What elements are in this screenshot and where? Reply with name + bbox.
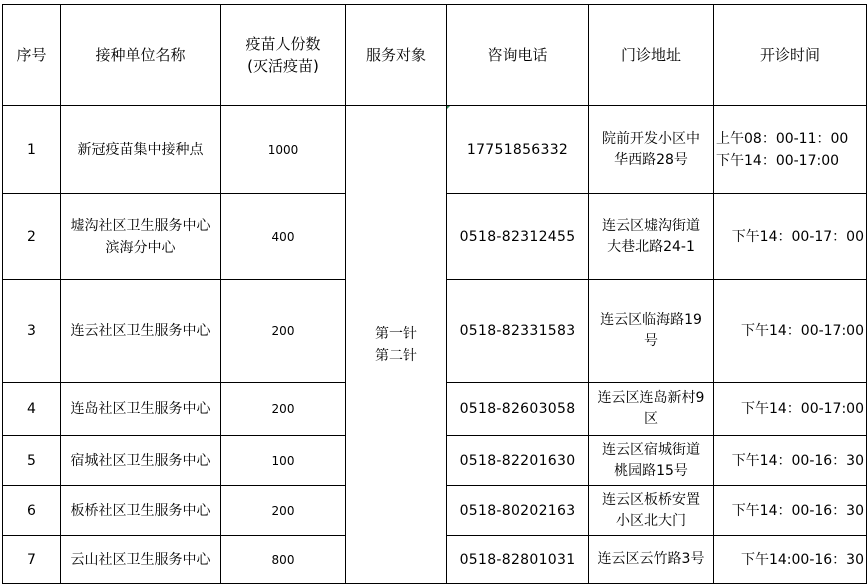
header-target: 服务对象 bbox=[346, 5, 447, 106]
cell-seq: 7 bbox=[3, 536, 61, 584]
cell-address bbox=[589, 106, 714, 194]
address-line2: 区 bbox=[644, 411, 658, 427]
cell-phone: 0518-82312455 bbox=[447, 194, 589, 280]
cell-phone bbox=[447, 106, 589, 194]
address-line2: 桃园路15号 bbox=[614, 462, 688, 479]
address-line2: 小区北大门 bbox=[616, 512, 686, 529]
cell-seq: 1 bbox=[3, 106, 61, 194]
address-line1: 连云区墟沟街道 bbox=[602, 217, 700, 234]
cell-unit-name: 连岛社区卫生服务中心 bbox=[61, 383, 221, 436]
phone-text: 17751856332 bbox=[466, 141, 569, 158]
address-line1: 连云区连岛新村9 bbox=[597, 390, 705, 406]
cell-address bbox=[589, 383, 714, 436]
cell-seq: 4 bbox=[3, 383, 61, 436]
cell-doses: 100 bbox=[221, 436, 346, 486]
cell-target-merged bbox=[346, 106, 447, 584]
cell-hours: 下午14:00-16：30 bbox=[714, 536, 867, 584]
cell-unit-name: 连云社区卫生服务中心 bbox=[61, 280, 221, 383]
cell-hours: 下午14：00-17:00 bbox=[714, 280, 867, 383]
cell-doses: 1000 bbox=[221, 106, 346, 194]
hours-line2: 下午14：00-17:00 bbox=[716, 152, 840, 169]
header-row bbox=[3, 5, 867, 106]
address-line1: 连云区板桥安置 bbox=[602, 491, 700, 508]
header-phone: 咨询电话 bbox=[447, 5, 589, 106]
header-doses-line1: 疫苗人份数 bbox=[245, 35, 321, 53]
cell-phone: 0518-80202163 bbox=[447, 486, 589, 536]
cell-address bbox=[589, 194, 714, 280]
cell-address bbox=[589, 280, 714, 383]
cell-unit-name bbox=[61, 194, 221, 280]
cell-phone: 0518-82603058 bbox=[447, 383, 589, 436]
address-line2: 号 bbox=[644, 333, 658, 349]
header-seq: 序号 bbox=[3, 5, 61, 106]
header-hours: 开诊时间 bbox=[714, 5, 867, 106]
cell-hours: 下午14：00-16：30 bbox=[714, 436, 867, 486]
cell-doses: 800 bbox=[221, 536, 346, 584]
unit-line1: 新冠疫苗集中接种点 bbox=[77, 141, 204, 158]
cell-hours bbox=[714, 106, 867, 194]
cell-marker-icon bbox=[447, 106, 452, 111]
table-row bbox=[3, 106, 867, 194]
header-doses-line2: (灭活疫苗) bbox=[247, 57, 319, 75]
cell-doses: 200 bbox=[221, 280, 346, 383]
header-doses bbox=[221, 5, 346, 106]
unit-line2: 滨海分中心 bbox=[105, 239, 176, 256]
cell-unit-name: 宿城社区卫生服务中心 bbox=[61, 436, 221, 486]
cell-doses: 200 bbox=[221, 486, 346, 536]
header-address: 门诊地址 bbox=[589, 5, 714, 106]
target-line1: 第一针 bbox=[375, 325, 417, 342]
hours-line1: 上午08：00-11：00 bbox=[716, 130, 849, 147]
cell-seq: 3 bbox=[3, 280, 61, 383]
cell-phone: 0518-82201630 bbox=[447, 436, 589, 486]
cell-doses: 400 bbox=[221, 194, 346, 280]
header-unit-name: 接种单位名称 bbox=[61, 5, 221, 106]
cell-doses: 200 bbox=[221, 383, 346, 436]
cell-phone: 0518-82331583 bbox=[447, 280, 589, 383]
address-line2: 华西路28号 bbox=[614, 151, 688, 168]
cell-address bbox=[589, 436, 714, 486]
cell-unit-name: 板桥社区卫生服务中心 bbox=[61, 486, 221, 536]
cell-unit-name bbox=[61, 106, 221, 194]
address-line1: 连云区临海路19 bbox=[600, 312, 702, 328]
vaccination-sites-table bbox=[2, 4, 867, 584]
cell-unit-name: 云山社区卫生服务中心 bbox=[61, 536, 221, 584]
cell-hours: 下午14：00-17：00 bbox=[714, 194, 867, 280]
cell-seq: 2 bbox=[3, 194, 61, 280]
cell-seq: 6 bbox=[3, 486, 61, 536]
address-line1: 院前开发小区中 bbox=[602, 130, 700, 147]
cell-address bbox=[589, 486, 714, 536]
address-line2: 大巷北路24-1 bbox=[607, 238, 695, 255]
cell-phone: 0518-82801031 bbox=[447, 536, 589, 584]
cell-seq: 5 bbox=[3, 436, 61, 486]
cell-hours: 下午14：00-17:00 bbox=[714, 383, 867, 436]
unit-line1: 墟沟社区卫生服务中心 bbox=[70, 217, 211, 234]
target-line2: 第二针 bbox=[375, 347, 417, 364]
address-line1: 连云区宿城街道 bbox=[602, 441, 700, 458]
cell-hours: 下午14：00-16：30 bbox=[714, 486, 867, 536]
cell-address: 连云区云竹路3号 bbox=[589, 536, 714, 584]
